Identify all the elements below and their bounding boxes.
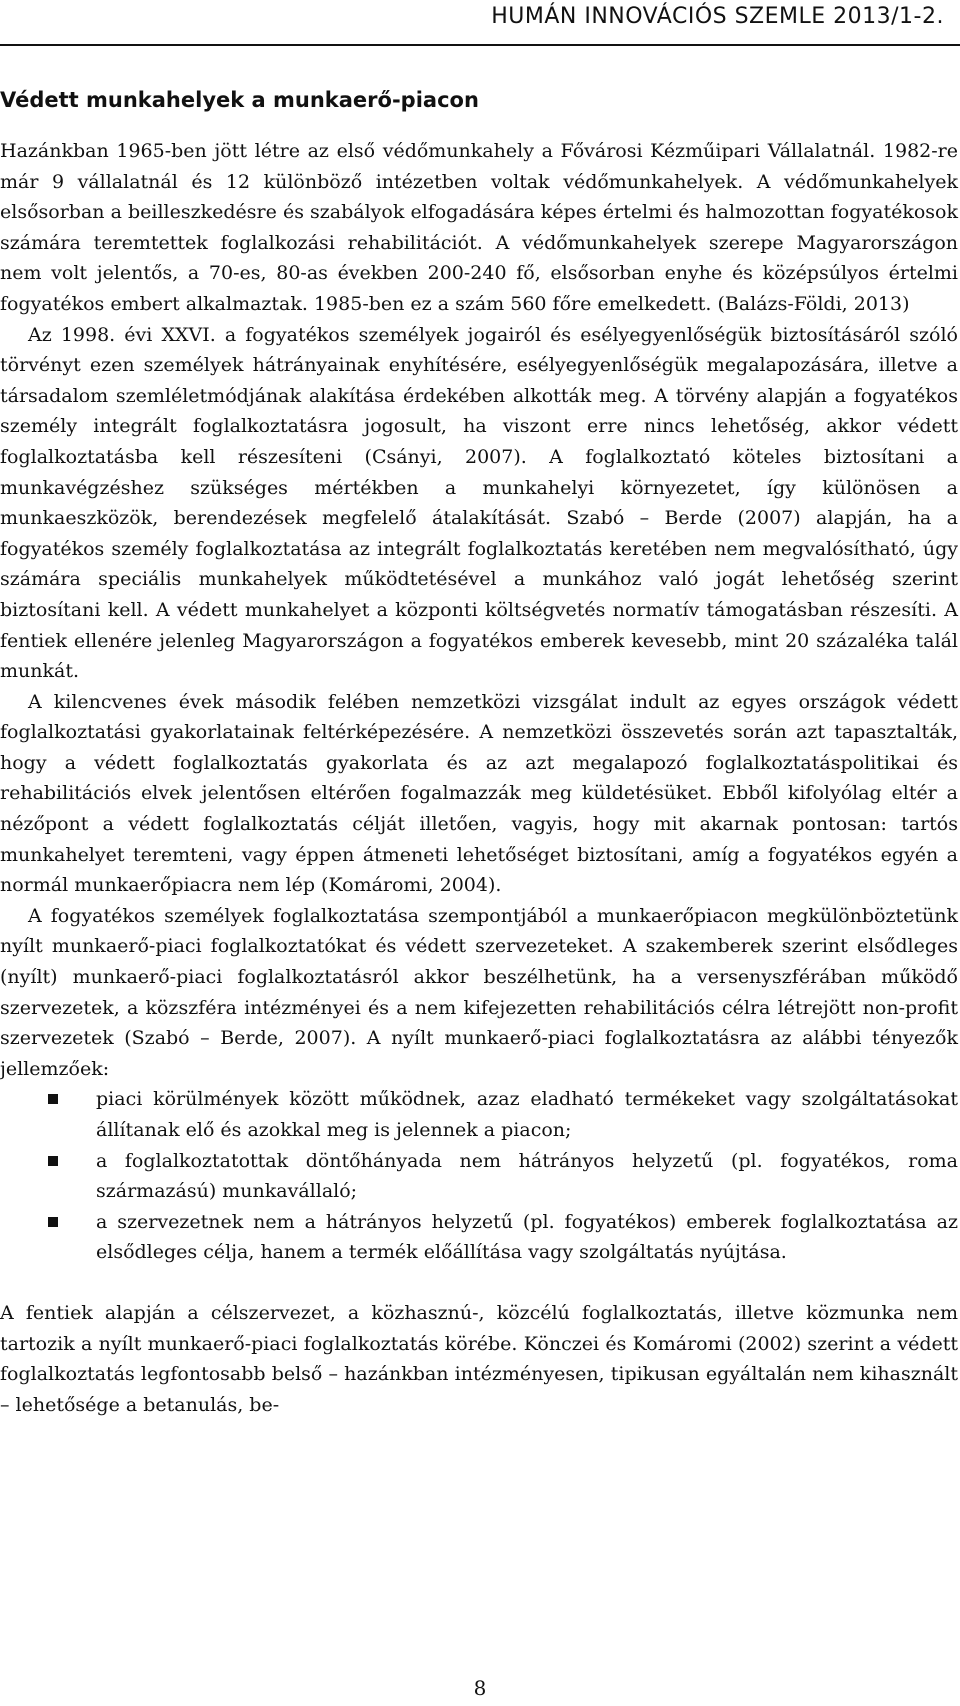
square-bullet-icon [48, 1217, 58, 1227]
paragraph-law: Az 1998. évi XXVI. a fogyatékos személyek jogairól és esélyegyenlőségük biztosításáról szóló törvényt ezen személyek hátrányainak enyhítésére, esélyegyenlőségük megalapozására, illetve a társadalom szemléletmódjának alakítása érdekében alkották meg. A törvény alapján a fogyatékos személy integrált foglalkoztatásra jogosult, ha viszont erre nincs lehetőség, akkor védett foglalkoztatásba kell részesíteni (Csányi, 2007). A foglalkoztató köteles biztosítani a munkavégzéshez szükséges mértékben a munkahelyi környezetet, így különösen a munkaeszközök, berendezések megfelelő átalakítását. Szabó – Berde (2007) alapján, ha a fogyatékos személy foglalkoztatása az integrált foglalkoztatás keretében nem megvalósítható, úgy számára speciális munkahelyek működtetésével a munkához való jogát lehetőség szerint biztosítani kell. A védett munkahelyet a központi költségvetés normatív támogatásban részesíti. A fentiek ellenére jelenleg Magyarországon a fogyatékos emberek kevesebb, mint 20 százaléka talál munkát. [0, 323, 958, 683]
paragraph-closing: A fentiek alapján a célszervezet, a közhasznú-, közcélú foglalkoztatás, illetve közmunka nem tartozik a nyílt munkaerő-piaci foglalkoztatás körébe. Könczei és Komáromi (2002) szerint a védett foglalkoztatás legfontosabb belső – hazánkban intézményesen, tipikusan egyáltalán nem kihasznált – lehetősége a betanulás, be- [0, 1301, 958, 1416]
square-bullet-icon [48, 1094, 58, 1104]
paragraph-open-market: A fogyatékos személyek foglalkoztatása szempontjából a munkaerőpiacon megkülönböztetünk nyílt munkaerő-piaci foglalkoztatókat és védett szervezeteket. A szakemberek szerint elsődleges (nyílt) munkaerő-piaci foglalkoztatásról akkor beszélhetünk, ha a versenyszférában működő szervezetek, a közszféra intézményei és a nem kifejezetten rehabilitációs célra létrejött non-profit szervezetek (Szabó – Berde, 2007). A nyílt munkaerő-piaci foglalkoztatásra az alábbi tényezők jellemzőek: [0, 904, 958, 1080]
list-item [0, 1084, 958, 1145]
list-item [0, 1146, 958, 1207]
section-title: Védett munkahelyek a munkaerő-piacon [0, 88, 479, 112]
header-divider [0, 44, 960, 46]
square-bullet-icon [48, 1156, 58, 1166]
paragraph-history: Hazánkban 1965-ben jött létre az első védőmunkahely a Fővárosi Kézműipari Vállalatnál. 1982-re már 9 vállalatnál és 12 különböző intézetben voltak védőmunkahelyek. A védőmunkahelyek elsősorban a beilleszkedésre és szabályok elfogadására képes értelmi és halmozottan fogyatékosok számára teremtettek foglalkozási rehabilitációt. A védőmunkahelyek szerepe Magyarországon nem volt jelentős, a 70-es, 80-as években 200-240 fő, elsősorban enyhe és középsúlyos értelmi fogyatékos embert alkalmaztak. 1985-ben ez a szám 560 főre emelkedett. (Balázs-Földi, 2013) [0, 140, 958, 315]
page-number: 8 [473, 1676, 487, 1700]
article-body [0, 88, 958, 1420]
journal-header: HUMÁN INNOVÁCIÓS SZEMLE 2013/1-2. [491, 4, 944, 29]
list-item [0, 1207, 958, 1268]
list-item-text: piaci körülmények között működnek, azaz eladható termékeket vagy szolgáltatásokat állítanak elő és azokkal meg is jelennek a piacon; [96, 1088, 958, 1141]
list-item-text: a foglalkoztatottak döntőhányada nem hátrányos helyzetű (pl. fogyatékos, roma származású) munkavállaló; [96, 1149, 958, 1203]
paragraph-international: A kilencvenes évek második felében nemzetközi vizsgálat indult az egyes országok védett foglalkoztatási gyakorlatainak feltérképezésére. A nemzetközi összevetés során azt tapasztalták, hogy a védett foglalkoztatás gyakorlata és az azt megalapozó foglalkoztatáspolitikai és rehabilitációs elvek jelentősen eltérően fogalmazzák meg küldetésüket. Ebből kifolyólag eltér a nézőpont a védett foglalkoztatás célját illetően, vagyis, hogy mit akarnak pontosan: tartós munkahelyet teremteni, vagy éppen átmeneti lehetőséget biztosítani, amíg a fogyatékos egyén a normál munkaerőpiacra nem lép (Komáromi, 2004). [0, 690, 958, 897]
factor-list [0, 1084, 958, 1268]
list-item-text: a szervezetnek nem a hátrányos helyzetű (pl. fogyatékos) emberek foglalkoztatása az elsődleges célja, hanem a termék előállítása vagy szolgáltatás nyújtása. [96, 1210, 958, 1264]
